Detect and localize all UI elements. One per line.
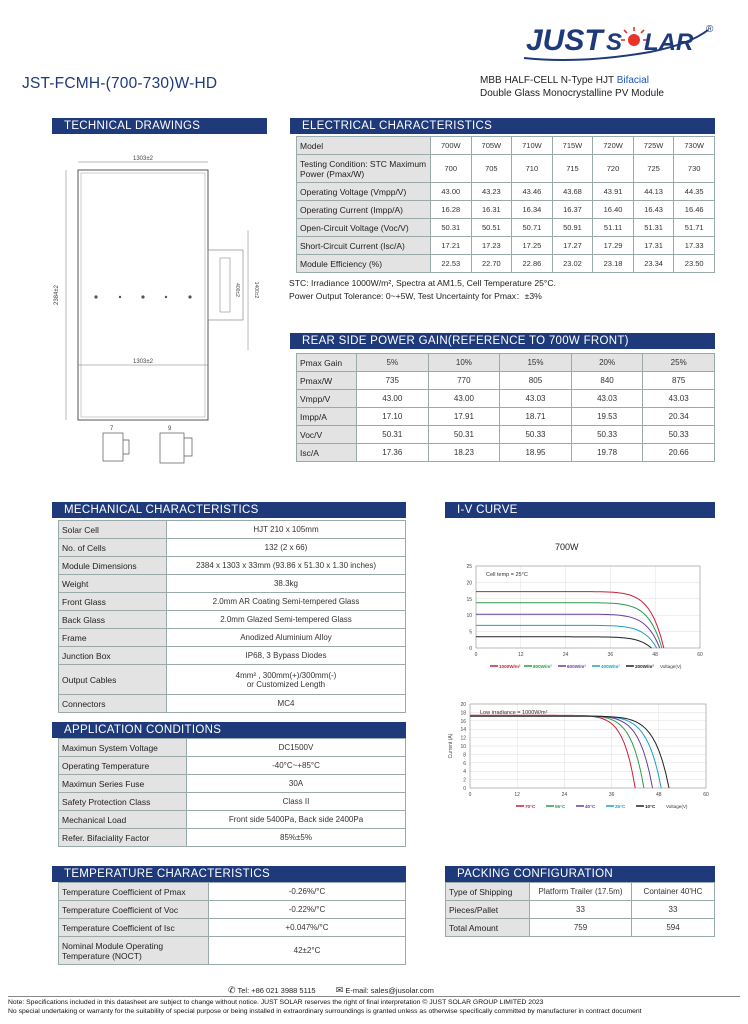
rear-gain-row bbox=[297, 408, 715, 426]
legend-label: 400W/m² bbox=[601, 664, 620, 669]
electrical-cell: 23.18 bbox=[593, 255, 634, 273]
technical-drawings-header: TECHNICAL DRAWINGS bbox=[52, 118, 267, 134]
rear-gain-cell: 19.78 bbox=[571, 444, 643, 462]
technical-drawing bbox=[48, 140, 288, 480]
mechanical-row bbox=[59, 629, 406, 647]
packing-cell: 759 bbox=[530, 919, 632, 937]
legend-label: 600W/m² bbox=[567, 664, 586, 669]
rear-gain-cell: 17.10 bbox=[357, 408, 429, 426]
mechanical-row-value: 38.3kg bbox=[167, 575, 406, 593]
mechanical-row-label: Module Dimensions bbox=[59, 557, 167, 575]
mechanical-row-label: Frame bbox=[59, 629, 167, 647]
electrical-cell: 17.25 bbox=[512, 237, 553, 255]
y-tick-label: 15 bbox=[466, 596, 472, 603]
dim-small-1: 7 bbox=[110, 426, 114, 432]
electrical-row-label: Testing Condition: STC Maximum Power (Pmax/W) bbox=[297, 155, 431, 183]
phone-icon: ✆ bbox=[228, 985, 236, 995]
mechanical-row-value-line1: 4mm² , 300mm(+)/300mm(-) bbox=[235, 670, 337, 680]
electrical-row bbox=[297, 237, 715, 255]
electrical-cell: 51.31 bbox=[633, 219, 674, 237]
x-tick-label: 12 bbox=[514, 792, 520, 798]
iv-curve-header: I-V CURVE bbox=[445, 502, 715, 518]
electrical-row bbox=[297, 201, 715, 219]
packing-row bbox=[446, 901, 715, 919]
chart-annotation: Low irradiance = 1000W/m² bbox=[480, 710, 548, 716]
mechanical-row-label: Solar Cell bbox=[59, 521, 167, 539]
rear-gain-cell: 50.33 bbox=[500, 426, 572, 444]
mechanical-row-label: Output Cables bbox=[59, 665, 167, 695]
application-row-value: -40°C~+85°C bbox=[187, 757, 406, 775]
electrical-cell: 50.31 bbox=[431, 219, 472, 237]
rear-gain-cell: 43.03 bbox=[643, 390, 715, 408]
rear-gain-cell: 50.33 bbox=[643, 426, 715, 444]
subtitle-prefix: MBB HALF-CELL N-Type HJT bbox=[480, 75, 617, 86]
x-tick-label: 60 bbox=[703, 792, 709, 798]
y-tick-label: 4 bbox=[463, 769, 466, 776]
electrical-row bbox=[297, 183, 715, 201]
rear-gain-header: REAR SIDE POWER GAIN(REFERENCE TO 700W FRONT) bbox=[290, 333, 715, 349]
packing-row-label: Type of Shipping bbox=[446, 883, 530, 901]
electrical-notes bbox=[289, 277, 729, 303]
footer-note-1: Note: Specifications included in this datasheet are subject to change without notice. JUST SOLAR reserves the right of final interpretation © JUST SOLAR GROUP LIMITED 2023 bbox=[8, 999, 544, 1006]
electrical-row-label: Operating Current (Impp/A) bbox=[297, 201, 431, 219]
rear-gain-cell: 43.00 bbox=[357, 390, 429, 408]
mechanical-row bbox=[59, 593, 406, 611]
rear-gain-cell: 875 bbox=[643, 372, 715, 390]
temperature-row-value: +0.047%/°C bbox=[209, 919, 406, 937]
electrical-cell: 43.91 bbox=[593, 183, 634, 201]
brand-logo-text-2: S bbox=[606, 29, 623, 56]
rear-gain-cell: 50.31 bbox=[428, 426, 500, 444]
temperature-row-value: -0.26%/°C bbox=[209, 883, 406, 901]
electrical-row-label: Module Efficiency (%) bbox=[297, 255, 431, 273]
rear-gain-cell: 50.31 bbox=[357, 426, 429, 444]
y-tick-label: 0 bbox=[463, 786, 466, 792]
electrical-cell: 22.86 bbox=[512, 255, 553, 273]
rear-gain-cell: 18.23 bbox=[428, 444, 500, 462]
electrical-row-label: Open-Circuit Voltage (Voc/V) bbox=[297, 219, 431, 237]
application-row-label: Mechanical Load bbox=[59, 811, 187, 829]
electrical-cell: 710 bbox=[512, 155, 553, 183]
x-tick-label: 0 bbox=[474, 652, 478, 658]
legend-label: 800W/m² bbox=[533, 664, 552, 669]
electrical-cell: 50.91 bbox=[552, 219, 593, 237]
registered-mark: ® bbox=[706, 24, 714, 35]
series-line bbox=[470, 716, 644, 789]
electrical-row-label: Model bbox=[297, 137, 431, 155]
rear-gain-cell: 43.03 bbox=[500, 390, 572, 408]
mechanical-row-value: 2.0mm AR Coating Semi-tempered Glass bbox=[167, 593, 406, 611]
electrical-cell: 43.00 bbox=[431, 183, 472, 201]
electrical-cell: 710W bbox=[512, 137, 553, 155]
application-row-value: Front side 5400Pa, Back side 2400Pa bbox=[187, 811, 406, 829]
y-tick-label: 20 bbox=[466, 580, 472, 587]
temperature-table bbox=[58, 882, 406, 965]
application-row bbox=[59, 757, 406, 775]
y-tick-label: 14 bbox=[460, 727, 466, 734]
packing-row bbox=[446, 883, 715, 901]
electrical-cell: 23.50 bbox=[674, 255, 715, 273]
legend-label: 25°C bbox=[615, 804, 626, 809]
dim-inner-2: 400±2 bbox=[234, 283, 240, 297]
y-tick-label: 2 bbox=[463, 777, 466, 784]
rear-gain-cell: 20% bbox=[571, 354, 643, 372]
electrical-row bbox=[297, 137, 715, 155]
dim-width-top: 1303±2 bbox=[133, 156, 153, 162]
rear-gain-row-label: Isc/A bbox=[297, 444, 357, 462]
y-tick-label: 10 bbox=[466, 613, 472, 620]
y-tick-label: 25 bbox=[466, 564, 472, 570]
x-axis-label: Voltage(V) bbox=[666, 804, 688, 809]
rear-gain-row-label: Voc/V bbox=[297, 426, 357, 444]
electrical-cell: 16.43 bbox=[633, 201, 674, 219]
electrical-row bbox=[297, 219, 715, 237]
product-subtitle bbox=[480, 75, 664, 100]
mail-icon: ✉ bbox=[335, 985, 344, 995]
temperature-row bbox=[59, 901, 406, 919]
packing-table bbox=[445, 882, 715, 937]
application-header: APPLICATION CONDITIONS bbox=[52, 722, 406, 738]
packing-cell: 594 bbox=[632, 919, 715, 937]
electrical-cell: 50.71 bbox=[512, 219, 553, 237]
subtitle-line2: Double Glass Monocrystalline PV Module bbox=[480, 87, 664, 99]
series-line bbox=[470, 716, 661, 788]
x-tick-label: 48 bbox=[652, 652, 658, 658]
electrical-cell: 715W bbox=[552, 137, 593, 155]
packing-row-label: Total Amount bbox=[446, 919, 530, 937]
rear-gain-cell: 43.03 bbox=[571, 390, 643, 408]
mechanical-row-value: HJT 210 x 105mm bbox=[167, 521, 406, 539]
x-tick-label: 36 bbox=[607, 652, 614, 658]
electrical-cell: 50.51 bbox=[471, 219, 512, 237]
rear-gain-row bbox=[297, 426, 715, 444]
temperature-row-label: Temperature Coefficient of Pmax bbox=[59, 883, 209, 901]
rear-gain-cell: 18.95 bbox=[500, 444, 572, 462]
electrical-cell: 43.23 bbox=[471, 183, 512, 201]
y-tick-label: 16 bbox=[460, 718, 466, 725]
mechanical-row bbox=[59, 647, 406, 665]
rear-gain-row-label: Pmax/W bbox=[297, 372, 357, 390]
electrical-cell: 17.27 bbox=[552, 237, 593, 255]
dim-width-bottom: 1303±2 bbox=[133, 359, 153, 365]
rear-gain-cell: 10% bbox=[428, 354, 500, 372]
application-row-value: 30A bbox=[187, 775, 406, 793]
temperature-row bbox=[59, 883, 406, 901]
electrical-cell: 16.46 bbox=[674, 201, 715, 219]
mechanical-row-value: IP68, 3 Bypass Diodes bbox=[167, 647, 406, 665]
x-axis-label: Voltage(V) bbox=[660, 664, 682, 669]
rear-gain-row-label: Impp/A bbox=[297, 408, 357, 426]
electrical-cell: 705W bbox=[471, 137, 512, 155]
electrical-cell: 22.70 bbox=[471, 255, 512, 273]
rear-gain-row bbox=[297, 372, 715, 390]
rear-gain-row bbox=[297, 354, 715, 372]
x-tick-label: 12 bbox=[518, 652, 524, 658]
legend-label: 55°C bbox=[555, 804, 566, 809]
electrical-cell: 23.34 bbox=[633, 255, 674, 273]
application-row bbox=[59, 829, 406, 847]
chart-annotation: Cell temp = 25°C bbox=[486, 572, 528, 578]
mechanical-row bbox=[59, 611, 406, 629]
mechanical-table bbox=[58, 520, 406, 713]
y-tick-label: 8 bbox=[463, 752, 466, 759]
rear-gain-row bbox=[297, 390, 715, 408]
application-row-label: Maximun Series Fuse bbox=[59, 775, 187, 793]
electrical-cell: 43.68 bbox=[552, 183, 593, 201]
electrical-cell: 705 bbox=[471, 155, 512, 183]
mechanical-row-label: No. of Cells bbox=[59, 539, 167, 557]
application-row-label: Operating Temperature bbox=[59, 757, 187, 775]
application-row bbox=[59, 739, 406, 757]
y-tick-label: 10 bbox=[460, 744, 466, 750]
series-line bbox=[470, 716, 653, 788]
mechanical-row bbox=[59, 557, 406, 575]
mechanical-row-value: Anodized Aluminium Alloy bbox=[167, 629, 406, 647]
rear-gain-cell: 840 bbox=[571, 372, 643, 390]
mechanical-row-label: Connectors bbox=[59, 695, 167, 713]
legend-label: 40°C bbox=[585, 804, 596, 809]
application-table bbox=[58, 738, 406, 847]
electrical-row-label: Operating Voltage (Vmpp/V) bbox=[297, 183, 431, 201]
electrical-cell: 23.02 bbox=[552, 255, 593, 273]
rear-gain-row-label: Pmax Gain bbox=[297, 354, 357, 372]
iv-chart-temperature bbox=[440, 698, 730, 818]
rear-gain-table bbox=[296, 353, 715, 462]
electrical-cell: 700W bbox=[431, 137, 472, 155]
rear-gain-cell: 18.71 bbox=[500, 408, 572, 426]
rear-gain-cell: 5% bbox=[357, 354, 429, 372]
packing-row-label: Pieces/Pallet bbox=[446, 901, 530, 919]
electrical-cell: 17.31 bbox=[633, 237, 674, 255]
temperature-row-value: 42±2°C bbox=[209, 937, 406, 965]
application-row bbox=[59, 811, 406, 829]
electrical-cell: 720W bbox=[593, 137, 634, 155]
packing-cell: 33 bbox=[632, 901, 715, 919]
rear-gain-cell: 20.34 bbox=[643, 408, 715, 426]
tolerance-note: Power Output Tolerance: 0~+5W, Test Uncertainty for Pmax：±3% bbox=[289, 291, 542, 301]
electrical-cell: 730W bbox=[674, 137, 715, 155]
temperature-header: TEMPERATURE CHARACTERISTICS bbox=[52, 866, 406, 882]
rear-gain-cell: 805 bbox=[500, 372, 572, 390]
mechanical-row-value: 2384 x 1303 x 33mm (93.86 x 51.30 x 1.30 inches) bbox=[167, 557, 406, 575]
rear-gain-cell: 17.36 bbox=[357, 444, 429, 462]
rear-gain-row bbox=[297, 444, 715, 462]
electrical-cell: 730 bbox=[674, 155, 715, 183]
application-row-label: Safety Protection Class bbox=[59, 793, 187, 811]
y-tick-label: 12 bbox=[460, 735, 466, 742]
y-axis-label: Current (A) bbox=[448, 733, 454, 759]
mechanical-row bbox=[59, 695, 406, 713]
electrical-cell: 51.71 bbox=[674, 219, 715, 237]
subtitle-accent: Bifacial bbox=[616, 75, 649, 86]
y-tick-label: 18 bbox=[460, 710, 466, 717]
mechanical-row-label: Weight bbox=[59, 575, 167, 593]
mechanical-row-value: 2.0mm Glazed Semi-tempered Glass bbox=[167, 611, 406, 629]
electrical-cell: 16.28 bbox=[431, 201, 472, 219]
x-tick-label: 36 bbox=[608, 792, 615, 798]
electrical-cell: 700 bbox=[431, 155, 472, 183]
stc-note: STC: Irradiance 1000W/m², Spectra at AM1.5, Cell Temperature 25°C. bbox=[289, 278, 556, 288]
brand-logo-text-3: LAR bbox=[644, 29, 694, 56]
rear-gain-cell: 17.91 bbox=[428, 408, 500, 426]
legend-label: 1000W/m² bbox=[499, 664, 521, 669]
mechanical-row-value: 132 (2 x 66) bbox=[167, 539, 406, 557]
mechanical-row-value: MC4 bbox=[167, 695, 406, 713]
electrical-cell: 22.53 bbox=[431, 255, 472, 273]
electrical-cell: 17.23 bbox=[471, 237, 512, 255]
electrical-cell: 16.37 bbox=[552, 201, 593, 219]
email-text: E-mail: sales@jusolar.com bbox=[345, 986, 434, 995]
iv-chart-title: 700W bbox=[555, 542, 579, 552]
packing-cell: Container 40'HC bbox=[632, 883, 715, 901]
electrical-cell: 43.46 bbox=[512, 183, 553, 201]
electrical-cell: 17.33 bbox=[674, 237, 715, 255]
mechanical-row-label: Back Glass bbox=[59, 611, 167, 629]
series-line bbox=[470, 716, 669, 788]
packing-row bbox=[446, 919, 715, 937]
series-line bbox=[470, 715, 635, 788]
electrical-cell: 16.40 bbox=[593, 201, 634, 219]
electrical-row bbox=[297, 255, 715, 273]
mechanical-row bbox=[59, 575, 406, 593]
legend-label: 200W/m² bbox=[635, 664, 654, 669]
mechanical-row bbox=[59, 539, 406, 557]
electrical-table bbox=[296, 136, 715, 273]
electrical-row-label: Short-Circuit Current (Isc/A) bbox=[297, 237, 431, 255]
electrical-cell: 720 bbox=[593, 155, 634, 183]
footer-note-2: No special undertaking or warranty for the suitability of special purpose or being installed in extraordinary surroundings is granted unless as otherwise specifically committed by manufacturer in contract document bbox=[8, 1007, 642, 1015]
footer-divider bbox=[8, 996, 740, 997]
rear-gain-row-label: Vmpp/V bbox=[297, 390, 357, 408]
x-tick-label: 60 bbox=[697, 652, 703, 658]
temperature-row bbox=[59, 937, 406, 965]
plot-frame bbox=[476, 566, 700, 648]
application-row bbox=[59, 793, 406, 811]
series-line bbox=[476, 614, 660, 648]
electrical-cell: 16.31 bbox=[471, 201, 512, 219]
application-row-label: Refer. Bifaciality Factor bbox=[59, 829, 187, 847]
rear-gain-cell: 15% bbox=[500, 354, 572, 372]
application-row-label: Maximun System Voltage bbox=[59, 739, 187, 757]
mechanical-row-label: Front Glass bbox=[59, 593, 167, 611]
electrical-cell: 725W bbox=[633, 137, 674, 155]
application-row-value: Class II bbox=[187, 793, 406, 811]
electrical-cell: 725 bbox=[633, 155, 674, 183]
rear-gain-cell: 770 bbox=[428, 372, 500, 390]
phone-text: Tel: +86 021 3988 5115 bbox=[237, 986, 316, 995]
rear-gain-cell: 735 bbox=[357, 372, 429, 390]
contact-line bbox=[228, 985, 434, 996]
brand-logo-text-1: JUST bbox=[526, 24, 603, 57]
dim-small-2: 9 bbox=[168, 426, 172, 432]
x-tick-label: 48 bbox=[656, 792, 662, 798]
dim-inner-1: 1400±2 bbox=[253, 281, 259, 299]
y-tick-label: 20 bbox=[460, 702, 466, 708]
mechanical-row-value bbox=[167, 665, 406, 695]
electrical-cell: 44.35 bbox=[674, 183, 715, 201]
application-row-value: DC1500V bbox=[187, 739, 406, 757]
legend-label: 70°C bbox=[525, 804, 536, 809]
mechanical-row bbox=[59, 521, 406, 539]
electrical-cell: 17.29 bbox=[593, 237, 634, 255]
mechanical-header: MECHANICAL CHARACTERISTICS bbox=[52, 502, 406, 518]
electrical-cell: 17.21 bbox=[431, 237, 472, 255]
rear-gain-cell: 20.66 bbox=[643, 444, 715, 462]
packing-cell: 33 bbox=[530, 901, 632, 919]
temperature-row-label: Nominal Module Operating Temperature (NOCT) bbox=[59, 937, 209, 965]
footer-note bbox=[8, 999, 743, 1016]
y-tick-label: 6 bbox=[463, 760, 466, 767]
mechanical-row-label: Junction Box bbox=[59, 647, 167, 665]
legend-label: 10°C bbox=[645, 804, 656, 809]
electrical-cell: 715 bbox=[552, 155, 593, 183]
series-line bbox=[476, 637, 652, 648]
application-row-value: 85%±5% bbox=[187, 829, 406, 847]
x-tick-label: 0 bbox=[468, 792, 472, 798]
y-tick-label: 5 bbox=[469, 629, 472, 636]
x-tick-label: 24 bbox=[562, 652, 569, 658]
rear-gain-cell: 19.53 bbox=[571, 408, 643, 426]
model-title: JST-FCMH-(700-730)W-HD bbox=[22, 75, 218, 92]
electrical-cell: 44.13 bbox=[633, 183, 674, 201]
iv-chart-irradiance bbox=[440, 560, 730, 680]
brand-logo bbox=[520, 18, 720, 66]
rear-gain-cell: 50.33 bbox=[571, 426, 643, 444]
rear-gain-cell: 43.00 bbox=[428, 390, 500, 408]
electrical-cell: 16.34 bbox=[512, 201, 553, 219]
dim-height: 2384±2 bbox=[54, 285, 60, 305]
y-tick-label: 0 bbox=[469, 646, 472, 652]
temperature-row-label: Temperature Coefficient of Isc bbox=[59, 919, 209, 937]
electrical-row bbox=[297, 155, 715, 183]
mechanical-row-value-line2: or Customized Length bbox=[246, 679, 326, 689]
electrical-cell: 51.11 bbox=[593, 219, 634, 237]
temperature-row-label: Temperature Coefficient of Voc bbox=[59, 901, 209, 919]
packing-header: PACKING CONFIGURATION bbox=[445, 866, 715, 882]
application-row bbox=[59, 775, 406, 793]
mechanical-row bbox=[59, 665, 406, 695]
packing-cell: Platform Trailer (17.5m) bbox=[530, 883, 632, 901]
rear-gain-cell: 25% bbox=[643, 354, 715, 372]
temperature-row-value: -0.22%/°C bbox=[209, 901, 406, 919]
electrical-header: ELECTRICAL CHARACTERISTICS bbox=[290, 118, 715, 134]
x-tick-label: 24 bbox=[561, 792, 568, 798]
temperature-row bbox=[59, 919, 406, 937]
